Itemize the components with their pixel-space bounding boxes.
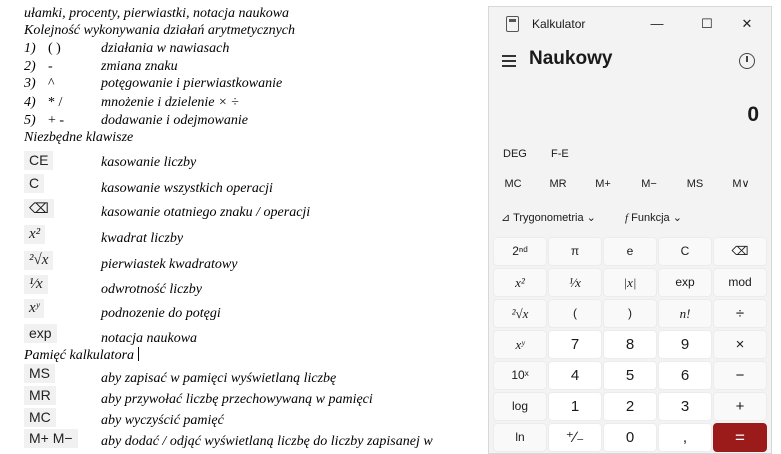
multiply-button[interactable]: × [713,330,767,359]
memory-recall-button[interactable]: MR [549,178,567,190]
equals-button[interactable]: = [713,423,767,452]
key-description: odwrotność liczby [101,282,202,297]
memory-heading [24,347,139,364]
backspace-button[interactable]: ⌫ [713,237,767,266]
memory-row [489,173,771,195]
backspace-icon: ⌫ [24,199,54,218]
document-title: ułamki, procenty, pierwiastki, notacja naukowa [24,6,290,21]
key-sample-mr: MR [24,386,56,405]
operation-description: dodawanie i odejmowanie [101,113,248,128]
angle-mode-button[interactable]: DEG [503,148,527,160]
decimal-button[interactable]: , [658,423,712,452]
operation-symbol: ( ) [48,41,61,56]
reciprocal-button[interactable]: ¹⁄x [548,268,602,297]
function-dropdown[interactable] [625,207,682,229]
key-description: kasowanie wszystkich operacji [101,181,273,196]
memory-clear-button[interactable]: MC [504,178,522,190]
negate-button[interactable]: ⁺∕₋ [548,423,602,452]
absolute-button[interactable]: |x| [603,268,657,297]
close-paren-button[interactable]: ) [603,299,657,328]
calculator-app-icon [506,16,519,32]
function-icon: f [625,212,629,224]
operation-number: 4) [24,95,36,110]
operation-symbol: * / [48,95,63,110]
digit-1-button[interactable]: 1 [548,392,602,421]
operation-number: 3) [24,76,36,91]
window-title: Kalkulator [532,17,586,31]
digit-6-button[interactable]: 6 [658,361,712,390]
pi-button[interactable]: π [548,237,602,266]
key-sample-ce: CE [24,151,53,170]
key-description: aby dodać / odjąć wyświetlaną liczbę do liczby zapisanej w [101,434,433,449]
fe-button[interactable]: F-E [551,148,569,160]
memory-list-button[interactable]: M∨ [732,178,750,190]
key-description: podnozenie do potęgi [101,306,221,321]
key-description: aby wyczyścić pamięć [101,413,224,428]
maximize-button[interactable]: ☐ [701,16,713,31]
result-display: 0 [747,103,759,126]
key-description: pierwiastek kwadratowy [101,257,238,272]
key-description: aby zapisać w pamięci wyświetlaną liczbę [101,371,337,386]
hamburger-menu-icon[interactable] [502,55,516,67]
operation-number: 2) [24,59,36,74]
trigonometry-dropdown[interactable] [501,207,596,229]
key-description: notacja naukowa [101,331,198,346]
digit-7-button[interactable]: 7 [548,330,602,359]
digit-9-button[interactable]: 9 [658,330,712,359]
square-button[interactable]: x² [493,268,547,297]
title-bar [489,7,771,41]
function-label: Funkcja [631,212,670,224]
trigonometry-label: Trygonometria [513,212,584,224]
log-button[interactable]: log [493,392,547,421]
chevron-down-icon: ⌄ [586,212,596,224]
mode-title: Naukowy [529,48,613,69]
memory-store-button[interactable]: MS [686,178,704,190]
clear-button[interactable]: C [658,237,712,266]
operation-symbol: ^ [48,76,55,91]
digit-4-button[interactable]: 4 [548,361,602,390]
key-sample-c: C [24,174,44,193]
keys-heading: Niezbędne klawisze [24,130,134,145]
key-description: kwadrat liczby [101,231,184,246]
operation-symbol: + - [48,113,65,128]
calculator-window [488,6,772,454]
memory-subtract-button[interactable]: M− [641,178,657,190]
operation-description: potęgowanie i pierwiastkowanie [101,76,283,91]
order-heading: Kolejność wykonywania działań arytmetycznych [24,23,295,38]
second-button[interactable]: 2ⁿᵈ [493,237,547,266]
operation-description: działania w nawiasach [101,41,230,56]
operation-description: zmiana znaku [101,59,178,74]
key-description: kasowanie liczby [101,155,197,170]
digit-5-button[interactable]: 5 [603,361,657,390]
operation-number: 5) [24,113,36,128]
key-sample-exp: exp [24,324,57,343]
memory-heading-text: Pamięć kalkulatora [24,348,135,363]
chevron-down-icon: ⌄ [672,212,682,224]
calculator-header [489,41,771,85]
euler-button[interactable]: e [603,237,657,266]
memory-add-button[interactable]: M+ [595,178,611,190]
mod-button[interactable]: mod [713,268,767,297]
key-sample-power: xʸ [24,299,44,318]
digit-3-button[interactable]: 3 [658,392,712,421]
key-description: kasowanie otatniego znaku / operacji [101,205,311,220]
key-sample-sqrt: ²√x [24,251,53,270]
digit-8-button[interactable]: 8 [603,330,657,359]
operation-number: 1) [24,41,36,56]
power-button[interactable]: xʸ [493,330,547,359]
factorial-button[interactable]: n! [658,299,712,328]
key-sample-reciprocal: ¹⁄x [24,275,48,294]
key-sample-mc: MC [24,408,56,427]
key-sample-ms: MS [24,364,55,383]
text-cursor [138,347,139,361]
digit-2-button[interactable]: 2 [603,392,657,421]
close-button[interactable]: ✕ [741,16,753,31]
minimize-button[interactable]: — [650,16,664,31]
key-description: aby przywołać liczbę przechowywaną w pamięci [101,392,373,407]
digit-0-button[interactable]: 0 [603,423,657,452]
ten-power-button[interactable]: 10ˣ [493,361,547,390]
open-paren-button[interactable]: ( [548,299,602,328]
operation-description: mnożenie i dzielenie × ÷ [101,95,239,110]
triangle-icon: ⊿ [501,212,511,224]
divide-button[interactable]: ÷ [713,299,767,328]
key-sample-square: x² [24,225,45,244]
key-sample-mplus-mminus: M+ M− [24,429,78,448]
exp-button[interactable]: exp [658,268,712,297]
history-icon[interactable] [739,53,755,69]
function-row [489,207,771,229]
subtract-button[interactable]: − [713,361,767,390]
square-root-button[interactable]: ²√x [493,299,547,328]
operation-symbol: - [48,59,53,74]
add-button[interactable]: + [713,392,767,421]
ln-button[interactable]: ln [493,423,547,452]
